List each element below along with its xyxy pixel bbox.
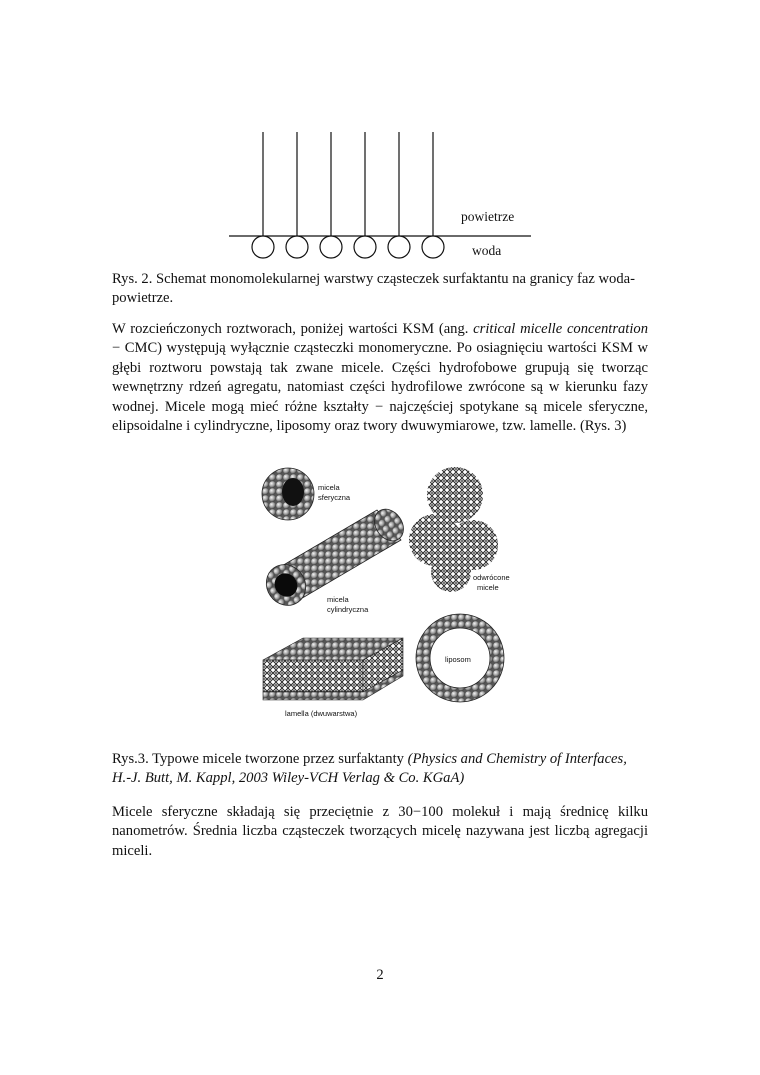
paragraph-text-start: W rozcieńczonych roztworach, poniżej wartości KSM (ang.	[112, 321, 474, 337]
spherical-label-2: sferyczna	[318, 493, 351, 502]
figure-3-caption-text: Rys.3. Typowe micele tworzone przez surfaktanty	[112, 751, 408, 767]
air-label: powietrze	[461, 209, 515, 224]
paragraph-text-rest: − CMC) występują wyłącznie cząsteczki monomeryczne. Po osiagnięciu wartości KSM w głębi roztworu powstają tak zwane micele. Części hydrofobowe grupują się tworząc wewnętrzny rdzeń agregatu, natomiast części hydrofilowe zwrócone są w kierunku fazy wodnej. Micele mogą mieć różne kształty − najczęściej spotykane są micele sferyczne, elipsoidalne i cylindryczne, liposomy oraz twory dwuwymiarowe, tzw. lamelle. (Rys. 3)	[112, 340, 648, 435]
figure-2-caption: Rys. 2. Schemat monomolekularnej warstwy cząsteczek surfaktantu na granicy faz woda-powietrze.	[112, 271, 635, 307]
paragraph-spherical-micelles: Micele sferyczne składają się przeciętnie z 30−100 molekuł i mają średnicę kilku nanometrów. Średnia liczba cząsteczek tworzących micelę nazywana jest liczbą agregacji miceli.	[112, 804, 648, 859]
micelle-types-figure	[255, 460, 515, 725]
water-label: woda	[472, 243, 502, 258]
lamella-bilayer	[263, 638, 403, 700]
figure-3-caption	[112, 750, 648, 789]
inverted-label-1: odwrócone	[473, 573, 510, 582]
spherical-micelle	[262, 468, 314, 520]
page-number: 2	[376, 967, 384, 983]
paragraph-micelles	[112, 320, 648, 436]
lamella-label: lamella (dwuwarstwa)	[285, 709, 358, 718]
cylindrical-label-2: cylindryczna	[327, 605, 369, 614]
monolayer-figure	[225, 128, 545, 262]
figure-3-caption-citation: (Physics and Chemistry of Interfaces, H.-J. Butt, M. Kappl, 2003 Wiley-VCH Verlag & Co. KGaA)	[112, 751, 627, 787]
inverted-label-2: micele	[477, 583, 499, 592]
spherical-label-1: micela	[318, 483, 340, 492]
surfactant-tails	[263, 132, 433, 236]
liposome-label: liposom	[445, 655, 471, 664]
paragraph-italic-term: critical micelle concentration	[473, 321, 649, 337]
surfactant-heads	[252, 236, 444, 258]
cylindrical-label-1: micela	[327, 595, 349, 604]
